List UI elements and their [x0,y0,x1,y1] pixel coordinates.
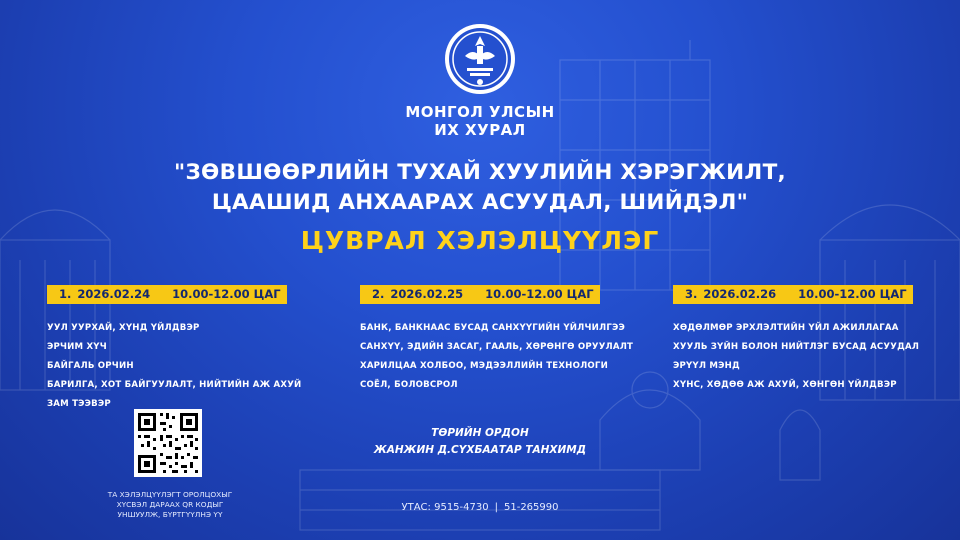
session-topics [47,319,302,414]
contact-phone [330,502,630,513]
venue-line-2: ЖАНЖИН Д.СҮХБААТАР ТАНХИМД [373,444,587,456]
session-date: 2026.02.25 [390,287,464,301]
organization-line-2: ИХ ХУРАЛ [434,121,526,139]
topic-item: БАЙГАЛЬ ОРЧИН [47,361,134,371]
session-time: 10.00-12.00 ЦАГ [172,287,281,301]
phone-label: УТАС: [401,502,431,513]
session-number: 2. [372,287,385,301]
qr-instruction-line: УНШУУЛЖ, БҮРТГҮҮЛНЭ ҮҮ [117,510,223,519]
event-title-line-1: "ЗӨВШӨӨРЛИЙН ТУХАЙ ХУУЛИЙН ХЭРЭГЖИЛТ, [173,160,787,185]
topic-item: ЭРЧИМ ХҮЧ [47,342,107,352]
topic-item: ХӨДӨЛМӨР ЭРХЛЭЛТИЙН ҮЙЛ АЖИЛЛАГАА [673,323,899,333]
session-date-bar [47,285,287,304]
event-subtitle: ЦУВРАЛ ХЭЛЭЛЦҮҮЛЭГ [300,226,660,255]
session-time: 10.00-12.00 ЦАГ [485,287,594,301]
session-date: 2026.02.26 [703,287,777,301]
organization-line-1: МОНГОЛ УЛСЫН [405,103,555,121]
topic-item: ЭРҮҮЛ МЭНД [673,361,740,371]
session-date-bar [673,285,913,304]
topic-item: ЗАМ ТЭЭВЭР [47,399,111,409]
topic-item: САНХҮҮ, ЭДИЙН ЗАСАГ, ГААЛЬ, ХӨРӨНГӨ ОРУУЛАЛТ [360,342,634,352]
phone-number-2: 51-265990 [503,502,559,513]
session-2 [360,285,634,395]
topic-item: ХАРИЛЦАА ХОЛБОО, МЭДЭЭЛЛИЙН ТЕХНОЛОГИ [360,361,608,371]
session-number: 3. [685,287,698,301]
phone-separator: | [494,502,498,513]
session-topics [360,319,634,395]
topic-item: БАРИЛГА, ХОТ БАЙГУУЛАЛТ, НИЙТИЙН АЖ АХУЙ [47,380,302,390]
topic-item: БАНК, БАНКНААС БУСАД САНХҮҮГИЙН ҮЙЛЧИЛГЭЭ [360,323,626,333]
state-emblem-icon [443,22,517,96]
session-3 [673,285,920,395]
qr-instruction-line: ХҮСВЭЛ ДАРААХ QR КОДЫГ [116,500,224,509]
phone-number-1: 9515-4730 [434,502,489,513]
session-1 [47,285,302,414]
session-time: 10.00-12.00 ЦАГ [798,287,907,301]
session-date: 2026.02.24 [77,287,151,301]
qr-code-icon[interactable] [134,409,202,477]
qr-instruction-line: ТА ХЭЛЭЛЦҮҮЛЭГТ ОРОЛЦОХЫГ [107,490,233,499]
topic-item: СОЁЛ, БОЛОВСРОЛ [360,380,458,390]
venue-line-1: ТӨРИЙН ОРДОН [431,427,529,439]
topic-item: ХУУЛЬ ЗҮЙН БОЛОН НИЙТЛЭГ БУСАД АСУУДАЛ [673,342,920,352]
qr-instruction [70,490,270,520]
session-date-bar [360,285,600,304]
session-topics [673,319,920,395]
topic-item: УУЛ УУРХАЙ, ХҮНД ҮЙЛДВЭР [47,323,200,333]
topic-item: ХҮНС, ХӨДӨӨ АЖ АХУЙ, ХӨНГӨН ҮЙЛДВЭР [673,380,897,390]
qr-code-pattern [134,409,202,477]
event-title-line-2: ЦААШИД АНХААРАХ АСУУДАЛ, ШИЙДЭЛ" [211,190,749,215]
session-number: 1. [59,287,72,301]
